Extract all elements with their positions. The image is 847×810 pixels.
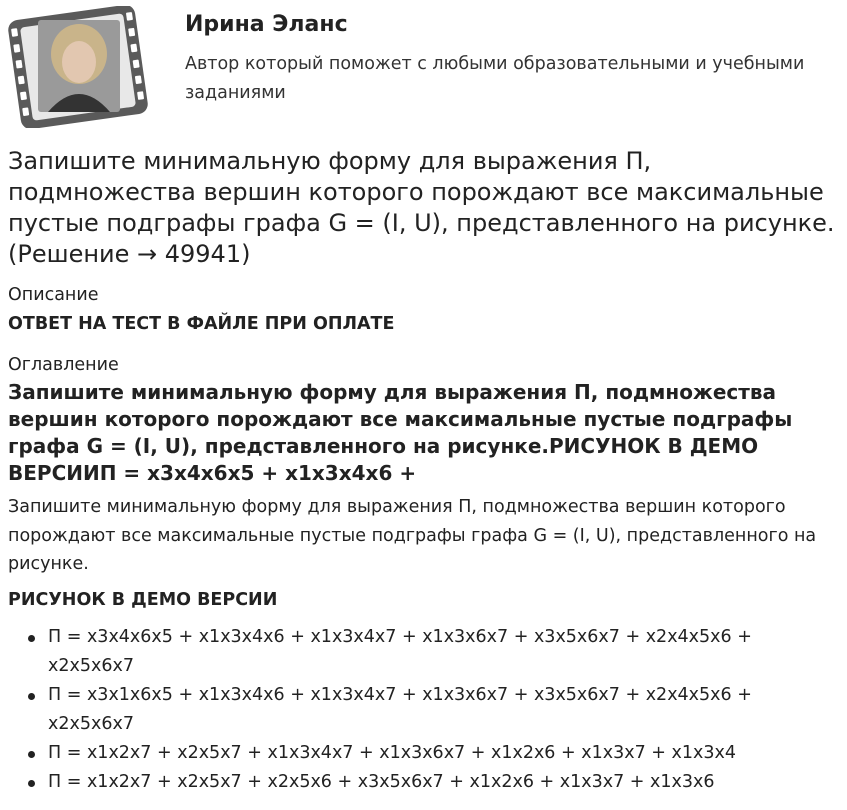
bullet-icon	[28, 635, 35, 642]
demo-note: РИСУНОК В ДЕМО ВЕРСИИ	[8, 589, 278, 610]
answer-options-list	[8, 623, 840, 797]
list-item	[28, 681, 840, 739]
list-item	[28, 768, 840, 797]
option-text: П = x1x2x7 + x2x5x7 + x1x3x4x7 + x1x3x6x7 + x1x2x6 + x1x3x7 + x1x3x4	[48, 742, 736, 763]
main-content	[8, 146, 840, 797]
bullet-icon	[28, 693, 35, 700]
author-card	[0, 0, 847, 135]
page-title: Запишите минимальную форму для выражения П, подмножества вершин которого порождают все максимальные пустые подграфы графа G = (I, U), представленного на рисунке. (Решение → 49941)	[8, 147, 835, 268]
option-text: П = x3x4x6x5 + x1x3x4x6 + x1x3x4x7 + x1x3x6x7 + x3x5x6x7 + x2x4x5x6 + x2x5x6x7	[48, 626, 752, 676]
toc-label: Оглавление	[8, 355, 119, 375]
list-item	[28, 739, 840, 768]
author-description: Автор который поможет с любыми образовательными и учебными заданиями	[185, 54, 805, 103]
author-name[interactable]: Ирина Эланс	[185, 12, 348, 37]
author-avatar	[8, 6, 148, 128]
option-text: П = x1x2x7 + x2x5x7 + x2x5x6 + x3x5x6x7 + x1x2x6 + x1x3x7 + x1x3x6	[48, 771, 715, 792]
bullet-icon	[28, 751, 35, 758]
question-text: Запишите минимальную форму для выражения П, подмножества вершин которого порождают все максимальные пустые подграфы графа G = (I, U), представленного на рисунке.	[8, 497, 817, 574]
answer-note: ОТВЕТ НА ТЕСТ В ФАЙЛЕ ПРИ ОПЛАТЕ	[8, 314, 395, 334]
bullet-icon	[28, 780, 35, 787]
description-label: Описание	[8, 285, 99, 305]
toc-title: Запишите минимальную форму для выражения П, подмножества вершин которого порождают все максимальные пустые подграфы графа G = (I, U), представленного на рисунке.РИСУНОК В ДЕМО ВЕРСИИП = x3x4x6x5 + x1x3x4x6 +	[8, 380, 793, 485]
list-item	[28, 623, 840, 681]
option-text: П = x3x1x6x5 + x1x3x4x6 + x1x3x4x7 + x1x3x6x7 + x3x5x6x7 + x2x4x5x6 + x2x5x6x7	[48, 684, 752, 734]
